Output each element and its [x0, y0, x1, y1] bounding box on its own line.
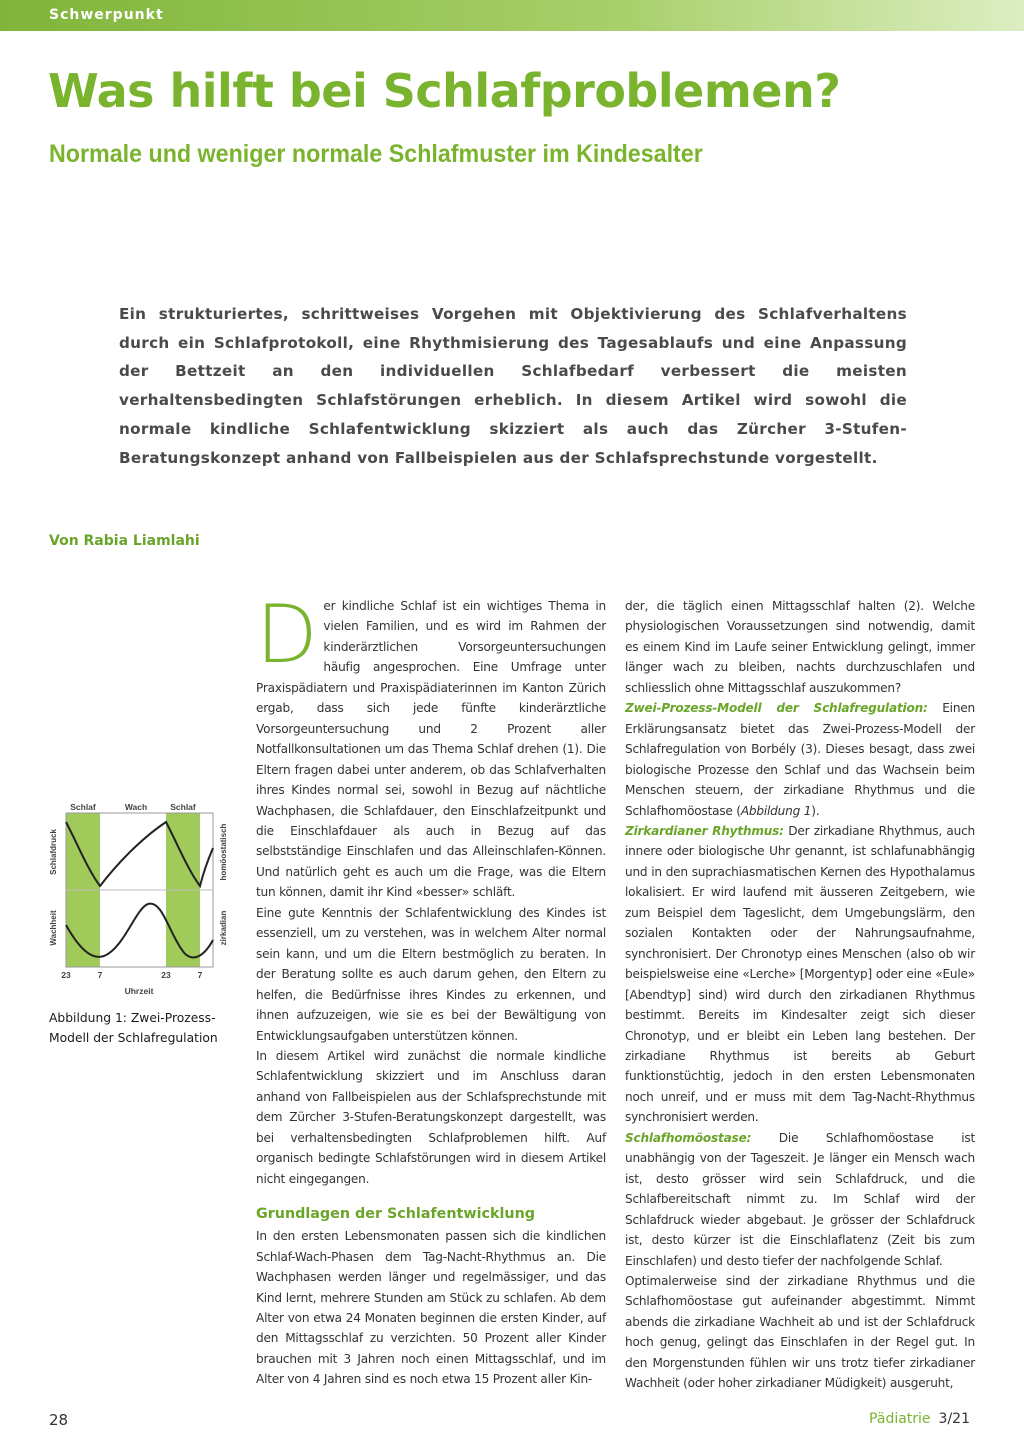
- body-paragraph-6: [625, 698, 975, 821]
- lead-paragraph: Ein strukturiertes, schrittweises Vorgehen mit Objektivierung des Schlafverhaltens durch ein Schlafprotokoll, eine Rhythmisierung des Tagesablaufs und eine Anpassung der Bettzeit an den individuellen Schlafbedarf verbessert die meisten verhaltensbedingten Schlafstörungen erheblich. In diesem Artikel wird sowohl die normale kindliche Schlafentwicklung skizziert als auch das Zürcher 3-Stufen-Beratungskonzept anhand von Fallbeispielen aus der Schlafsprechstunde vorgestellt.: [119, 305, 907, 467]
- journal-issue: 3/21: [938, 1411, 970, 1427]
- label-zirkadian: zirkadian: [219, 910, 228, 946]
- paragraph-6-text: Einen Erklärungsansatz bietet das Zwei-Prozess-Modell der Schlafregulation von Borbély (3). Dieses besagt, dass zwei biologische Prozesse den Schlaf und das Wachsein beim Menschen steuern, der zirkadiane Rhythmus und die Schlafhomöostase (: [625, 701, 975, 818]
- figure-two-process-model: [44, 800, 244, 1000]
- label-schlafdruck: Schlafdruck: [49, 829, 58, 875]
- article-title: Was hilft bei Schlafproblemen?: [48, 64, 841, 118]
- label-schlaf-1: Schlaf: [70, 802, 96, 812]
- tick-23-b: 23: [161, 970, 171, 980]
- author-line: Von Rabia Liamlahi: [49, 533, 200, 549]
- section-header-bar: [0, 0, 1024, 31]
- keyword-homeostasis: Schlafhomöostase:: [625, 1130, 752, 1145]
- tick-7-a: 7: [97, 970, 103, 980]
- body-paragraph-9: Optimalerweise sind der zirkadiane Rhythmus und die Schlafhomöostase gut aufeinander abgestimmt. Nimmt abends die zirkadiane Wachheit ab und ist der Schlafdruck hoch genug, gelingt das Einschlafen in der Regel gut. In den Morgenstunden fühlen wir uns trotz tiefer zirkadianer Wachheit (oder hoher zirkadianer Müdigkeit) ausgeruht,: [625, 1273, 975, 1391]
- body-paragraph-3: In diesem Artikel wird zunächst die normale kindliche Schlafentwicklung skizziert und im Anschluss daran anhand von Fallbeispielen aus der Schlafsprechstunde mit dem Zürcher 3-Stufen-Beratungskonzept dargestellt, was bei verhaltensbedingten Schlafproblemen hilft. Auf organisch bedingte Schlafstörungen wird in diesem Artikel nicht eingegangen.: [256, 1048, 606, 1186]
- section-label: Schwerpunkt: [49, 7, 164, 23]
- drop-cap: D: [256, 588, 318, 681]
- x-axis-label: Uhrzeit: [124, 986, 154, 996]
- keyword-two-process: Zwei-Prozess-Modell der Schlafregulation:: [625, 701, 928, 716]
- body-paragraph-4: In den ersten Lebensmonaten passen sich die kindlichen Schlaf-Wach-Phasen dem Tag-Nacht-Rhythmus an. Die Wachphasen werden länger und regelmässiger, und das Kind lernt, mehrere Stunden am Stück zu schlafen. Ab dem Alter von etwa 24 Monaten beginnen die ersten Kinder, auf den Mittagsschlaf zu verzichten. 50 Prozent aller Kinder brauchen mit 3 Jahren noch einen Mittagsschlaf, und im Alter von 4 Jahren sind es noch etwa 15 Prozent aller Kin-: [256, 1229, 606, 1387]
- paragraph-6-end: ).: [811, 803, 820, 818]
- section-heading: Grundlagen der Schlafentwicklung: [256, 1206, 535, 1223]
- body-paragraph-1: [256, 588, 606, 903]
- journal-footer: [869, 1411, 970, 1427]
- keyword-circadian: Zirkardianer Rhythmus:: [625, 823, 784, 838]
- label-wachheit: Wachheit: [49, 910, 58, 946]
- body-paragraph-2: Eine gute Kenntnis der Schlafentwicklung des Kindes ist essenziell, um zu verstehen, was in welchem Alter normal sein kann, und um die Eltern bestmöglich zu beraten. In der Beratung sollte es auch darum gehen, den Eltern zu helfen, die Bedürfnisse ihres Kindes zu erkennen, und ihnen aufzuzeigen, wie sie es bei der Bewältigung von Entwicklungsaufgaben unterstützen können.: [256, 905, 606, 1043]
- figure-reference: Abbildung 1: [740, 803, 812, 818]
- label-schlaf-2: Schlaf: [170, 802, 196, 812]
- paragraph-7-text: Der zirkadiane Rhythmus, auch innere oder biologische Uhr genannt, ist schlafunabhängig und in den suprachiasmatischen Kernen des Hypothalamus lokalisiert. Er wird laufend mit äusseren Zeitgebern, wie zum Beispiel dem Tageslicht, dem Umgebungslärm, den sozialen Kontakten oder der Nahrungsaufnahme, synchronisiert. Der Chronotyp eines Menschen (also ob wir beispielsweise eine «Lerche» [Morgentyp] oder eine «Eule» [Abendtyp] sind) wird durch den zirkadianen Rhythmus bestimmt. Bereits im Kindesalter zeigt sich dieser Chronotyp, und er bleibt ein Leben lang bestehen. Der zirkadiane Rhythmus ist bereits ab Geburt funktionstüchtig, jedoch in den ersten Lebensmonaten noch unreif, und er muss mit dem Tag-Nacht-Rhythmus synchronisiert werden.: [625, 823, 975, 1125]
- figure-svg: [44, 800, 244, 1000]
- body-paragraph-7: [625, 821, 975, 1128]
- figure-caption: Abbildung 1: Zwei-Prozess-Modell der Schlafregulation: [49, 1011, 218, 1045]
- tick-7-b: 7: [197, 970, 203, 980]
- label-wach: Wach: [124, 802, 148, 812]
- body-column-1: [256, 588, 606, 1390]
- page-number: 28: [49, 1411, 69, 1429]
- article-subtitle: Normale und weniger normale Schlafmuster im Kindesalter: [49, 140, 703, 168]
- body-paragraph-8: [625, 1128, 975, 1271]
- body-column-2: [625, 596, 975, 1394]
- body-paragraph-5: der, die täglich einen Mittagsschlaf halten (2). Welche physiologischen Voraussetzungen sind notwendig, damit es einem Kind im Laufe seiner Entwicklung gelingt, immer länger wach zu bleiben, nachts durchzuschlafen und schliesslich ohne Mittagsschlaf auszukommen?: [625, 599, 975, 695]
- paragraph-8-text: Die Schlafhomöostase ist unabhängig von der Tageszeit. Je länger ein Mensch wach ist, desto grösser wird sein Schlafdruck, und die Schlafbereitschaft nimmt zu. Im Schlaf wird der Schlafdruck wieder abgebaut. Je grösser der Schlafdruck ist, desto kürzer ist die Einschlaflatenz (Zeit bis zum Einschlafen) und desto tiefer der nachfolgende Schlaf.: [625, 1130, 975, 1268]
- tick-23-a: 23: [61, 970, 71, 980]
- paragraph-1-text: er kindliche Schlaf ist ein wichtiges Thema in vielen Familien, und es wird im Rahmen der kinderärztlichen Vorsorgeuntersuchungen häufig angesprochen. Eine Umfrage unter Praxispädiatern und Praxispädiaterinnen im Kanton Zürich ergab, dass sich jede fünfte kinderärztliche Vorsorgeuntersuchung und 2 Prozent aller Notfallkonsultationen um das Thema Schlaf drehen (1). Die Eltern fragen dabei unter anderem, ob das Schlafverhalten ihres Kindes normal sei, sowohl in Bezug auf nächtliche Wachphasen, die Schlafdauer, den Einschlafzeitpunkt und die Einschlafdauer als auch in Bezug auf das selbstständige Einschlafen und das Alleinschlafen-Können. Und natürlich geht es auch um die Frage, was die Eltern tun können, damit ihr Kind «besser» schläft.: [256, 599, 606, 900]
- label-homoostatisch: homöostatisch: [219, 823, 228, 881]
- journal-name: Pädiatrie: [869, 1411, 931, 1427]
